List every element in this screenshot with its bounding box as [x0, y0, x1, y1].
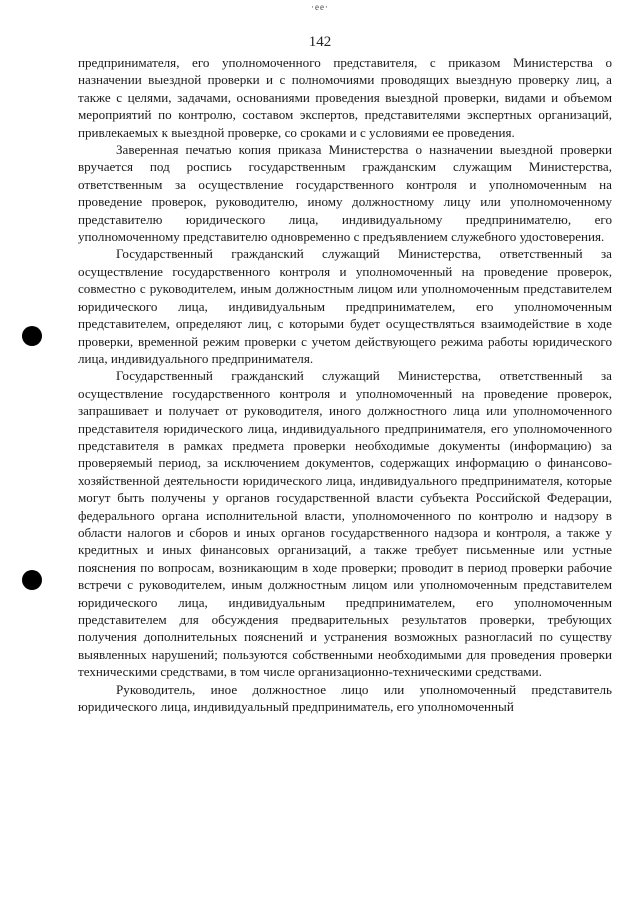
paragraph: Государственный гражданский служащий Министерства, ответственный за осуществление государственного контроля и уполномоченный на проведение проверок, совместно с руководителем, иным должностным лицом или уполномоченным представителем юридического лица, индивидуальным предпринимателем, его уполномоченным представителем, определяют лиц, с которыми будет осуществляться взаимодействие в ходе проверки, временной режим проверки с учетом действующего режима работы юридического лица, индивидуального предпринимателя.	[78, 246, 612, 366]
page-top-mark: ·ее·	[311, 2, 329, 12]
page-number: 142	[308, 34, 332, 50]
binder-hole-top	[22, 326, 42, 346]
binder-hole-bottom	[22, 570, 42, 590]
paragraph: Заверенная печатью копия приказа Министерства о назначении выездной проверки вручается под роспись государственным гражданским служащим Министерства, ответственным за осуществление государственного контроля и уполномоченным на проведение проверок, руководителю, иному должностному лицу или уполномоченному представителю юридического лица, индивидуальному предпринимателю, его уполномоченному представителю одновременно с предъявлением служебного удостоверения.	[78, 142, 612, 245]
paragraph: Государственный гражданский служащий Министерства, ответственный за осуществление государственного контроля и уполномоченный на проведение проверок, запрашивает и получает от руководителя, иного должностного лица или уполномоченного представителя юридического лица, индивидуального предпринимателя, его уполномоченного представителя в рамках предмета проверки необходимые документы (информацию) за проверяемый период, за исключением документов, содержащих информацию о финансово-хозяйственной деятельности юридического лица, индивидуального предпринимателя, которые могут быть получены у органов государственной власти субъекта Российской Федерации, федерального органа исполнительной власти, уполномоченного по контролю и надзору в области налогов и сборов и иных органов государственного надзора и контроля, а также у кредитных и иных финансовых организаций, а также требует письменные или устные пояснения по вопросам, возникающим в ходе проверки; проводит в период проверки рабочие встречи с руководителем, иным должностным лицом или уполномоченным представителем юридического лица, индивидуальным предпринимателем, его уполномоченным представителем для обсуждения предварительных результатов проверки, требующих получения дополнительных пояснений и устранения возможных разногласий по существу выявленных нарушений; пользуются собственными необходимыми для проведения проверки техническими средствами, в том числе организационно-техническими средствами.	[78, 368, 612, 680]
document-body	[78, 54, 612, 715]
paragraph-continuation: предпринимателя, его уполномоченного представителя, с приказом Министерства о назначении выездной проверки и с полномочиями проводящих выездную проверку лиц, а также с целями, задачами, основаниями проведения выездной проверки, видами и объемом мероприятий по контролю, составом экспертов, представителями экспертных организаций, привлекаемых к выездной проверке, со сроками и с условиями ее проведения.	[78, 55, 612, 140]
paragraph: Руководитель, иное должностное лицо или уполномоченный представитель юридического лица, индивидуальный предприниматель, его уполномоченный	[78, 681, 612, 715]
